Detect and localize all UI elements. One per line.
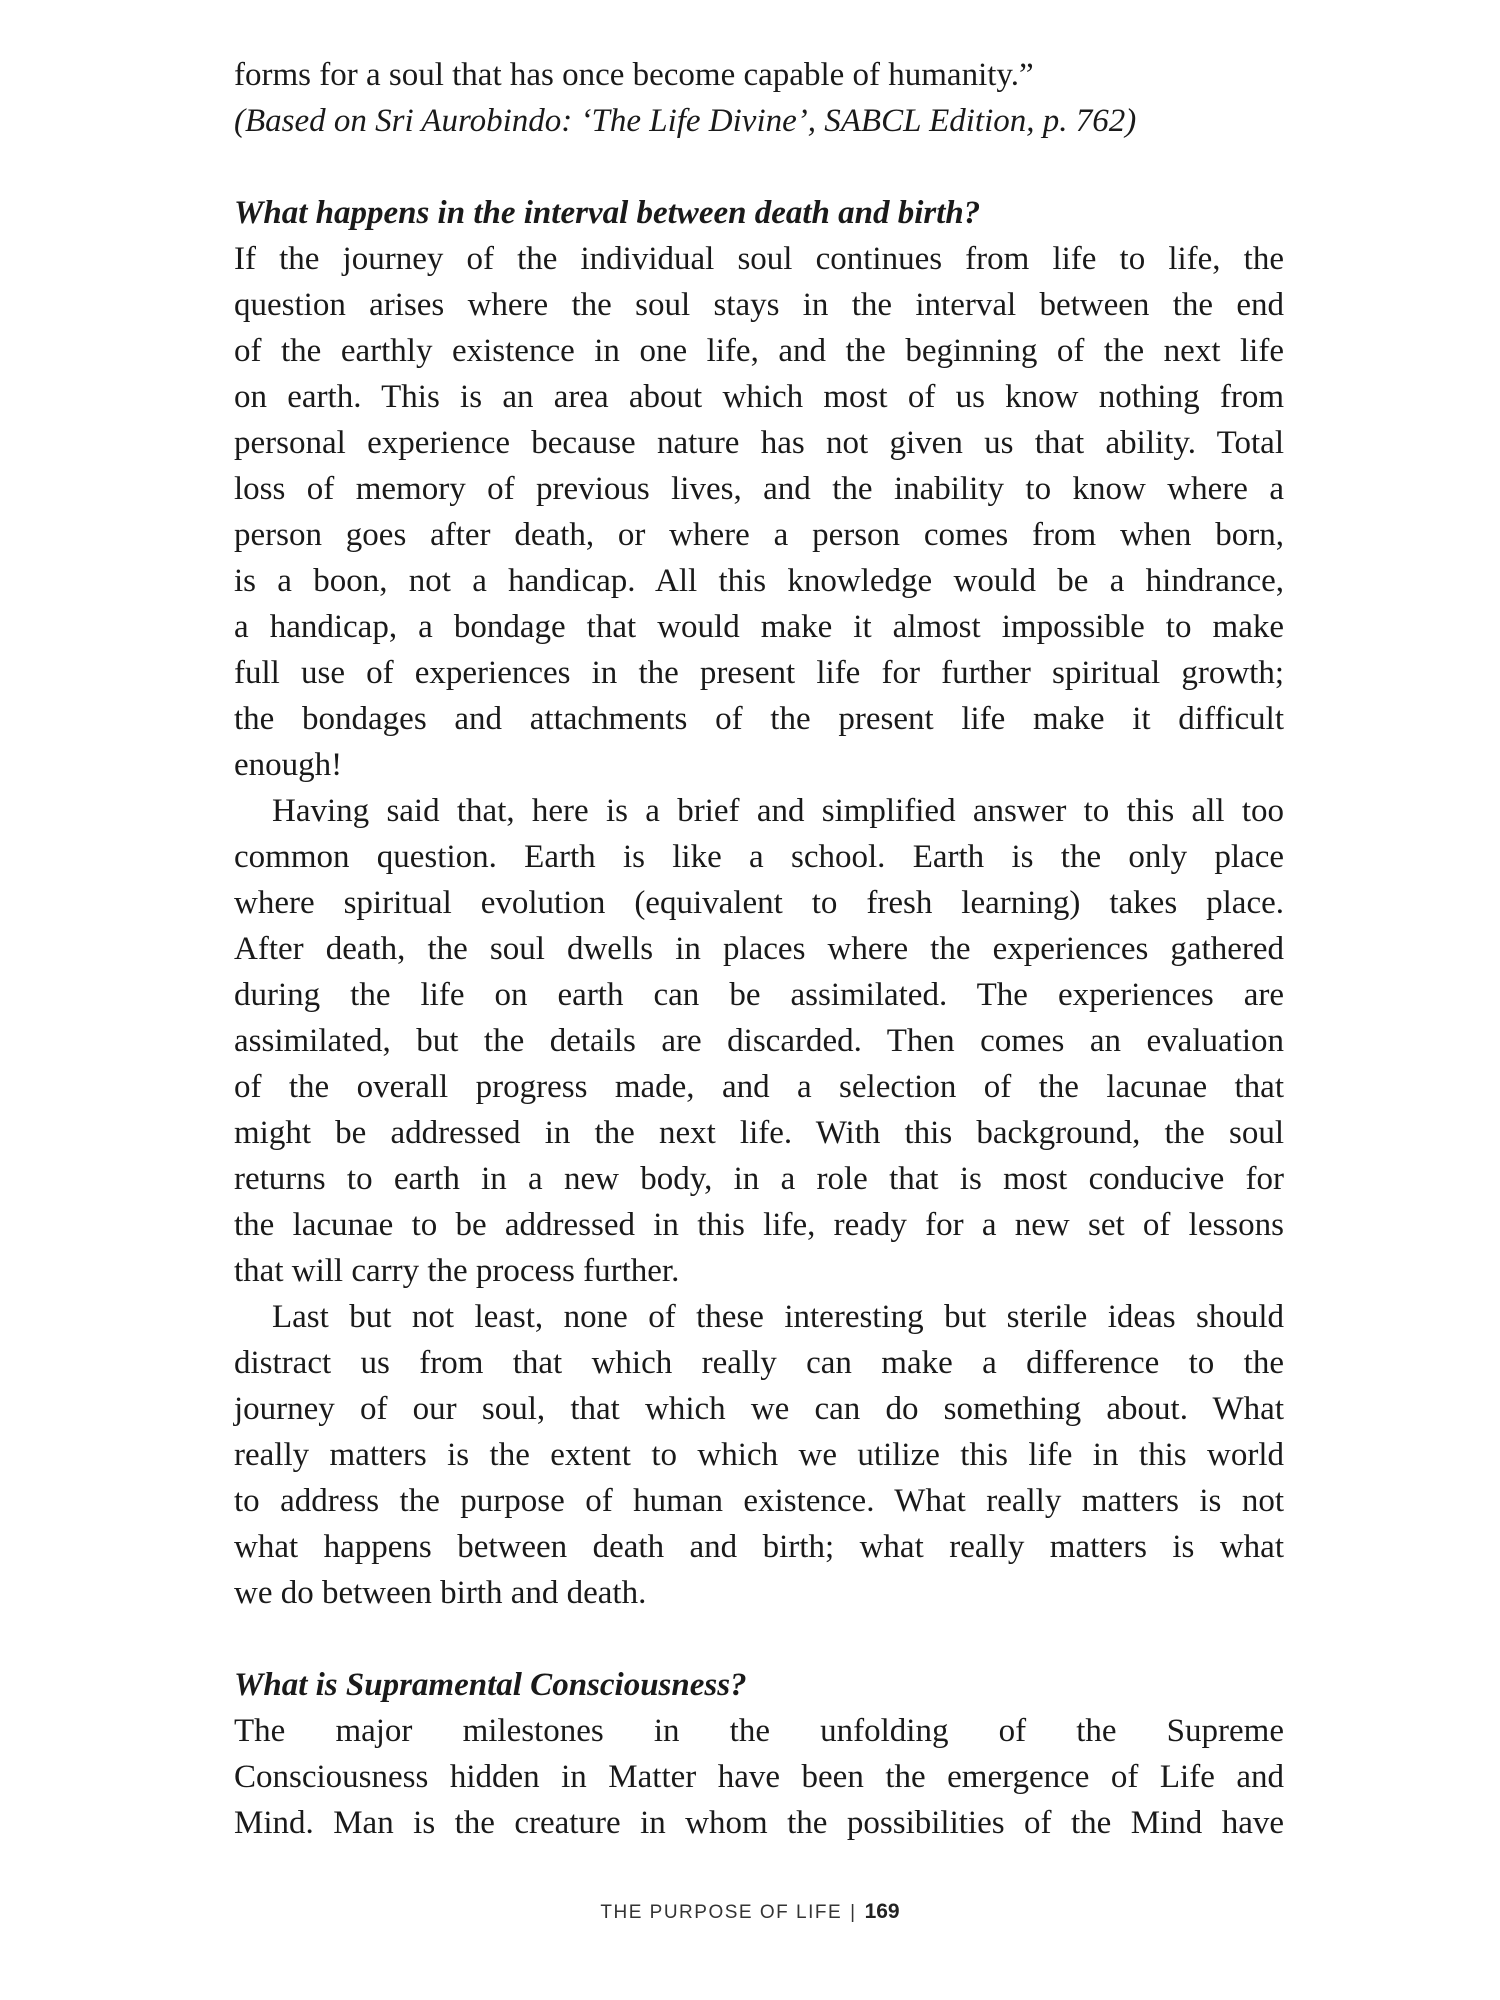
paragraph-line: Mind. Man is the creature in whom the possibilities of the Mind have <box>234 1805 1284 1841</box>
page-footer <box>0 1900 1500 1924</box>
paragraph-line: that will carry the process further. <box>234 1253 680 1289</box>
paragraph-line: enough! <box>234 747 343 783</box>
footer-separator: | <box>850 1902 857 1923</box>
paragraph-line: person goes after death, or where a person comes from when born, <box>234 517 1284 553</box>
section-heading-death-birth: What happens in the interval between death and birth? <box>234 195 981 231</box>
paragraph-line: what happens between death and birth; what really matters is what <box>234 1529 1284 1565</box>
page-number: 169 <box>864 1900 900 1923</box>
paragraph-line: might be addressed in the next life. With this background, the soul <box>234 1115 1284 1151</box>
paragraph-line: returns to earth in a new body, in a role that is most conducive for <box>234 1161 1284 1197</box>
paragraph-line: Having said that, here is a brief and simplified answer to this all too <box>272 793 1284 829</box>
paragraph-line: journey of our soul, that which we can do something about. What <box>234 1391 1284 1427</box>
section-gap <box>234 1616 1284 1662</box>
paragraph-line: of the overall progress made, and a selection of the lacunae that <box>234 1069 1284 1105</box>
paragraph-line: Last but not least, none of these interesting but sterile ideas should <box>272 1299 1284 1335</box>
running-title: THE PURPOSE OF LIFE <box>600 1902 843 1923</box>
paragraph-line: during the life on earth can be assimilated. The experiences are <box>234 977 1284 1013</box>
paragraph-line: distract us from that which really can make a difference to the <box>234 1345 1284 1381</box>
section-heading-supramental: What is Supramental Consciousness? <box>234 1667 747 1703</box>
paragraph-line: a handicap, a bondage that would make it almost impossible to make <box>234 609 1284 645</box>
paragraph-line: The major milestones in the unfolding of the Supreme <box>234 1713 1284 1749</box>
quote-end-line: forms for a soul that has once become capable of humanity.” <box>234 57 1034 93</box>
paragraph-line: After death, the soul dwells in places where the experiences gathered <box>234 931 1284 967</box>
paragraph-line: on earth. This is an area about which most of us know nothing from <box>234 379 1284 415</box>
paragraph-line: personal experience because nature has not given us that ability. Total <box>234 425 1284 461</box>
paragraph-line: loss of memory of previous lives, and the inability to know where a <box>234 471 1284 507</box>
paragraph-3 <box>234 1294 1284 1616</box>
paragraph-line: really matters is the extent to which we utilize this life in this world <box>234 1437 1284 1473</box>
paragraph-line: is a boon, not a handicap. All this knowledge would be a hindrance, <box>234 563 1284 599</box>
paragraph-line: to address the purpose of human existence. What really matters is not <box>234 1483 1284 1519</box>
paragraph-line: common question. Earth is like a school. Earth is the only place <box>234 839 1284 875</box>
paragraph-line: the lacunae to be addressed in this life, ready for a new set of lessons <box>234 1207 1284 1243</box>
paragraph-2 <box>234 788 1284 1294</box>
paragraph-line: assimilated, but the details are discarded. Then comes an evaluation <box>234 1023 1284 1059</box>
paragraph-line: we do between birth and death. <box>234 1575 647 1611</box>
citation-line: (Based on Sri Aurobindo: ‘The Life Divine’, SABCL Edition, p. 762) <box>234 103 1137 139</box>
page-body <box>234 52 1284 1846</box>
paragraph-line: the bondages and attachments of the present life make it difficult <box>234 701 1284 737</box>
paragraph-1 <box>234 236 1284 788</box>
paragraph-line: full use of experiences in the present life for further spiritual growth; <box>234 655 1284 691</box>
paragraph-line: If the journey of the individual soul continues from life to life, the <box>234 241 1284 277</box>
paragraph-4 <box>234 1708 1284 1846</box>
paragraph-line: question arises where the soul stays in the interval between the end <box>234 287 1284 323</box>
paragraph-line: of the earthly existence in one life, and the beginning of the next life <box>234 333 1284 369</box>
section-gap <box>234 144 1284 190</box>
paragraph-line: where spiritual evolution (equivalent to fresh learning) takes place. <box>234 885 1284 921</box>
paragraph-line: Consciousness hidden in Matter have been the emergence of Life and <box>234 1759 1284 1795</box>
